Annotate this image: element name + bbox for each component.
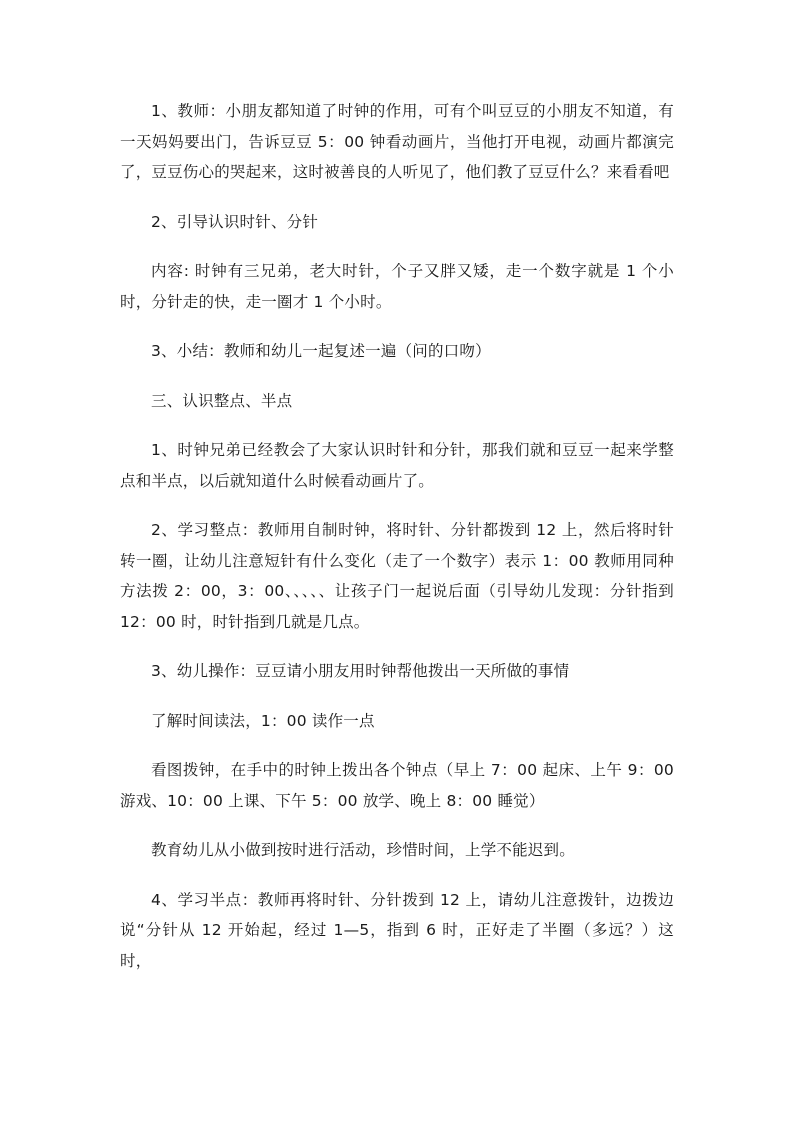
paragraph-10: 看图拨钟，在手中的时钟上拨出各个钟点（早上 7：00 起床、上午 9：00 游戏、10：00 上课、下午 5：00 放学、晚上 8：00 睡觉） (120, 761, 674, 810)
paragraph-4: 3、小结：教师和幼儿一起复述一遍（问的口吻） (151, 342, 491, 360)
paragraph-11: 教育幼儿从小做到按时进行活动，珍惜时间，上学不能迟到。 (151, 841, 575, 859)
paragraph-2: 2、引导认识时针、分针 (151, 212, 319, 231)
paragraph-8: 3、幼儿操作：豆豆请小朋友用时钟帮他拨出一天所做的事情 (151, 662, 570, 680)
section-heading: 三、认识整点、半点 (151, 391, 293, 410)
paragraph-7: 2、学习整点：教师用自制时钟，将时针、分针都拨到 12 上，然后将时针转一圈，让幼儿注意短针有什么变化（走了一个数字）表示 1：00 教师用同种方法拨 2：00，3：00、、、、、让孩子门一起说后面（引导幼儿发现：分针指到 12：00 时，时针指到几就是几点。 (120, 521, 674, 631)
paragraph-9: 了解时间读法，1：00 读作一点 (151, 711, 375, 730)
paragraph-6: 1、时钟兄弟已经教会了大家认识时针和分针，那我们就和豆豆一起来学整点和半点，以后就知道什么时候看动画片了。 (120, 441, 674, 490)
paragraph-1: 1、教师：小朋友都知道了时钟的作用，可有个叫豆豆的小朋友不知道，有一天妈妈要出门，告诉豆豆 5：00 钟看动画片，当他打开电视，动画片都演完了，豆豆伤心的哭起来，这时被善良的人听见了，他们教了豆豆什么？来看看吧 (120, 102, 674, 181)
paragraph-12: 4、学习半点：教师再将时针、分针拨到 12 上，请幼儿注意拨针，边拨边说“分针从 12 开始起，经过 1—5，指到 6 时，正好走了半圈（多远？）这时， (120, 890, 674, 970)
paragraph-3: 内容: 时钟有三兄弟，老大时针，个子又胖又矮，走一个数字就是 1 个小时，分针走的快，走一圈才 1 个小时。 (120, 262, 674, 311)
